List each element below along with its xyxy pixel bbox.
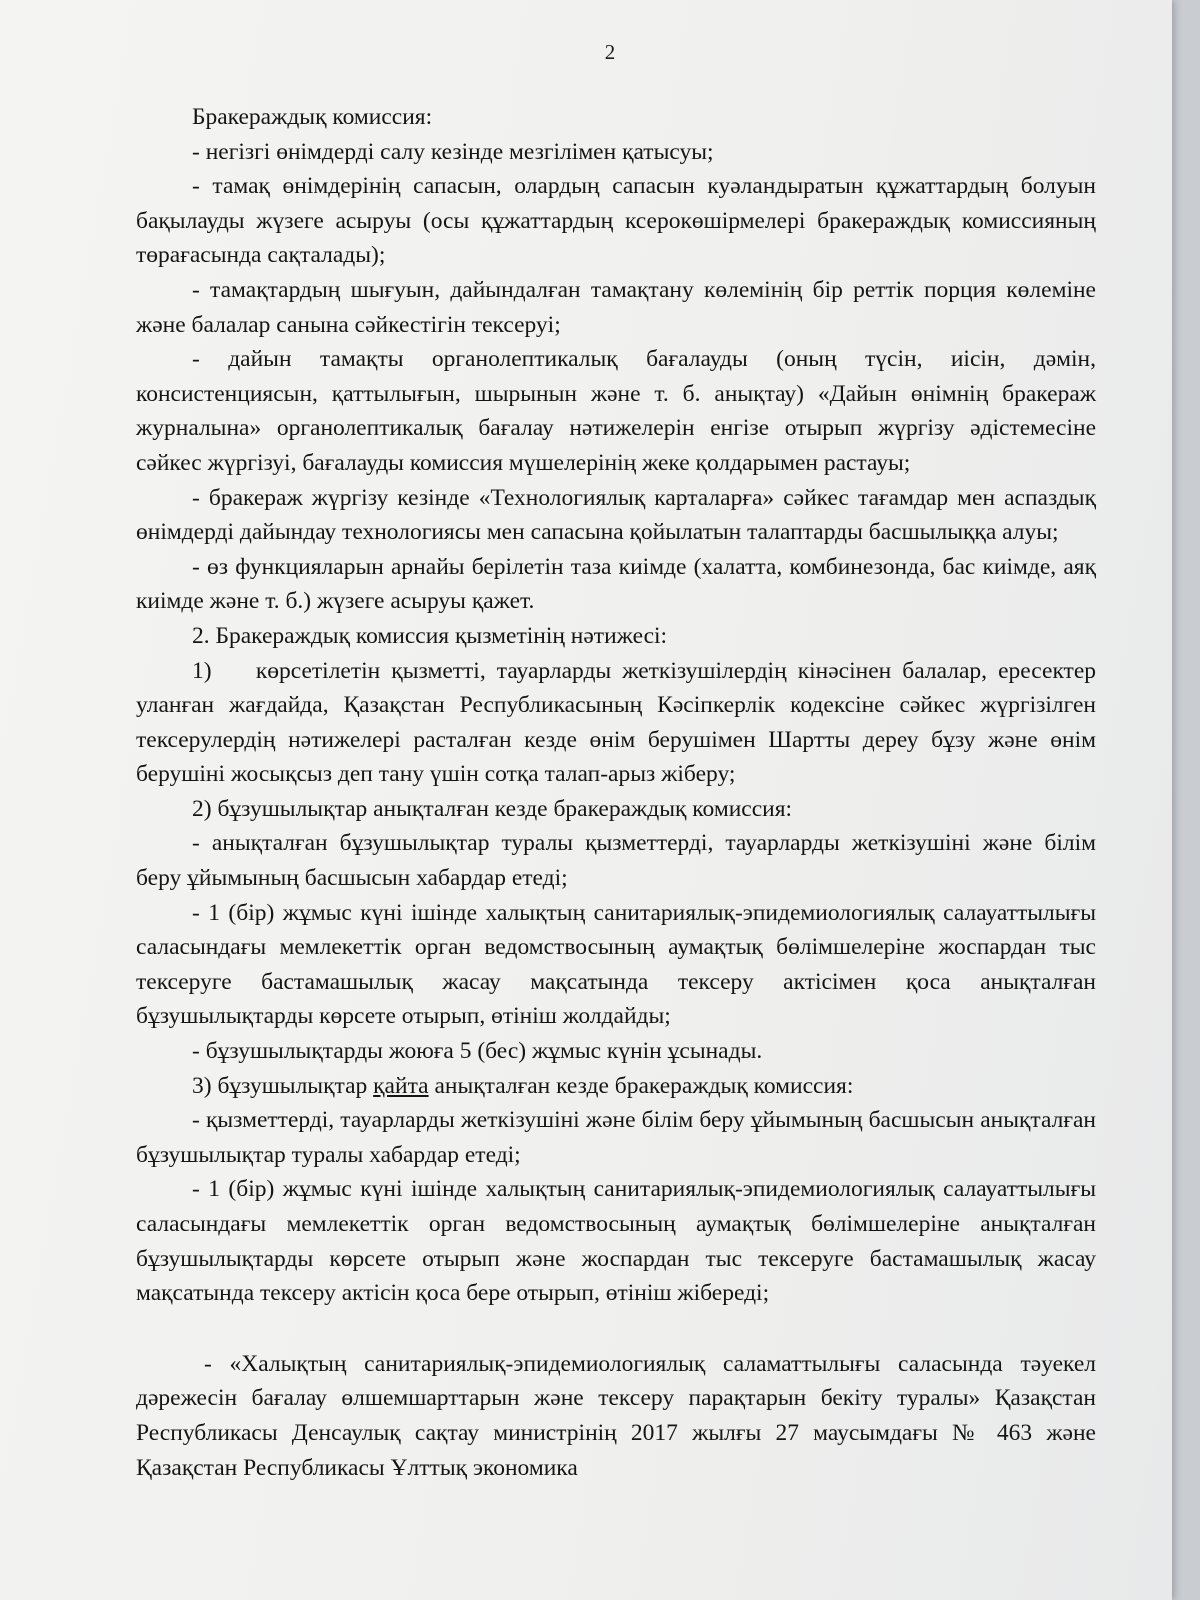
paragraph-quality-control: - тамақ өнімдерінің сапасын, олардың сапасын куәландыратын құжаттардың болуын бақылауды жүзеге асыруы (осы құжаттардың ксерокөшірмелері бракераждық комиссияның төрағасында сақталады); bbox=[136, 173, 1096, 269]
paragraph-order-reference: - «Халықтың санитариялық-эпидемиологиялық саламаттылығы саласында тәуекел дәрежесін бағалау өлшемшарттарын және тексеру парақтарын бекіту туралы» Қазақстан Республикасы Денсаулық сақтау министрінің 2017 жылғы 27 маусымдағы № 463 және Қазақстан Республикасы Ұлттық экономика bbox=[136, 1350, 1096, 1481]
paragraph-five-days: - бұзушылықтарды жоюға 5 (бес) жұмыс күнін ұсынады. bbox=[192, 1038, 763, 1065]
paragraph-result-1: 1) көрсетілетін қызметті, тауарларды жеткізушілердің кінәсінен балалар, ересектер уланған жағдайда, Қазақстан Республикасының Кәсіпкерлік кодексіне сәйкес жүргізілген тексерулердің нәтижелері расталған кезде өнім берушімен Шартты дереу бұзу және өнім берушіні жосықсыз деп тану үшін сотқа талап-арыз жіберу; bbox=[136, 657, 1102, 788]
page-number: 2 bbox=[604, 40, 616, 64]
paragraph-repeat-notify: - қызметтерді, тауарларды жеткізушіні және білім беру ұйымының басшысын анықталған бұзушылықтар туралы хабардар етеді; bbox=[136, 1107, 1096, 1168]
paragraph-result-3-heading bbox=[136, 1069, 1096, 1104]
paragraph-organoleptic-evaluation: - дайын тамақты органолептикалық бағалауды (оның түсін, иісін, дәмін, консистенциясын, қаттылығын, шырынын және т. б. анықтау) «Дайын өнімнің бракераж журналына» органолептикалық бағалау нәтижелерін енгізе отырып жүргізу әдістемесіне сәйкес жүргізуі, бағалауды комиссия мүшелерінің жеке қолдарымен растауы; bbox=[136, 346, 1096, 476]
paragraph-repeat-inspection: - 1 (бір) жұмыс күні ішінде халықтың санитариялық-эпидемиологиялық салауаттылығы саласындағы мемлекеттік орган ведомствосының аумақтық бөлімшелеріне анықталған бұзушылықтарды көрсете отырып және жоспардан тыс тексеруге бастамашылық жасау мақсатында тексеру актісін қоса бере отырып, өтініш жібереді; bbox=[136, 1176, 1096, 1307]
paragraph-notify-supplier: - анықталған бұзушылықтар туралы қызметтерді, тауарларды жеткізушіні және білім беру ұйымының басшысын хабардар етеді; bbox=[136, 830, 1096, 892]
paragraph-unscheduled-inspection: - 1 (бір) жұмыс күні ішінде халықтың санитариялық-эпидемиологиялық салауаттылығы саласындағы мемлекеттік орган ведомствосының аумақтық бөлімшелеріне жоспардан тыс тексеруге бастамашылық жасау мақсатында тексеру актісімен қоса анықталған бұзушылықтарды көрсете отырып, өтініш жолдайды; bbox=[136, 899, 1096, 1030]
paragraph-product-laying: - негізгі өнімдерді салу кезінде мезгілімен қатысуы; bbox=[192, 138, 714, 165]
paragraph-portion-check: - тамақтардың шығуын, дайындалған тамақтану көлемінің бір реттік порция көлеміне және балалар санына сәйкестігін тексеруі; bbox=[136, 276, 1096, 338]
paragraph-results-heading: 2. Бракераждық комиссия қызметінің нәтижесі: bbox=[192, 622, 668, 649]
repeat-heading-before: 3) бұзушылықтар bbox=[192, 1072, 374, 1099]
document-body bbox=[136, 100, 1102, 1485]
repeat-heading-underlined: қайта bbox=[373, 1072, 429, 1099]
paragraph-technology-cards: - бракераж жүргізу кезінде «Технологиялық карталарға» сәйкес тағамдар мен аспаздық өнімдерді дайындау технологиясы мен сапасына қойылатын талаптарды басшылыққа алуы; bbox=[136, 484, 1096, 546]
paragraph-clean-clothing: - өз функцияларын арнайы берілетін таза киімде (халатта, комбинезонда, бас киімде, аяқ киімде және т. б.) жүзеге асыруы қажет. bbox=[136, 553, 1096, 615]
paragraph-result-2-heading: 2) бұзушылықтар анықталған кезде бракераждық комиссия: bbox=[192, 795, 793, 822]
paragraph-commission-heading: Бракераждық комиссия: bbox=[192, 104, 433, 130]
repeat-heading-after: анықталған кезде бракераждық комиссия: bbox=[428, 1072, 854, 1099]
